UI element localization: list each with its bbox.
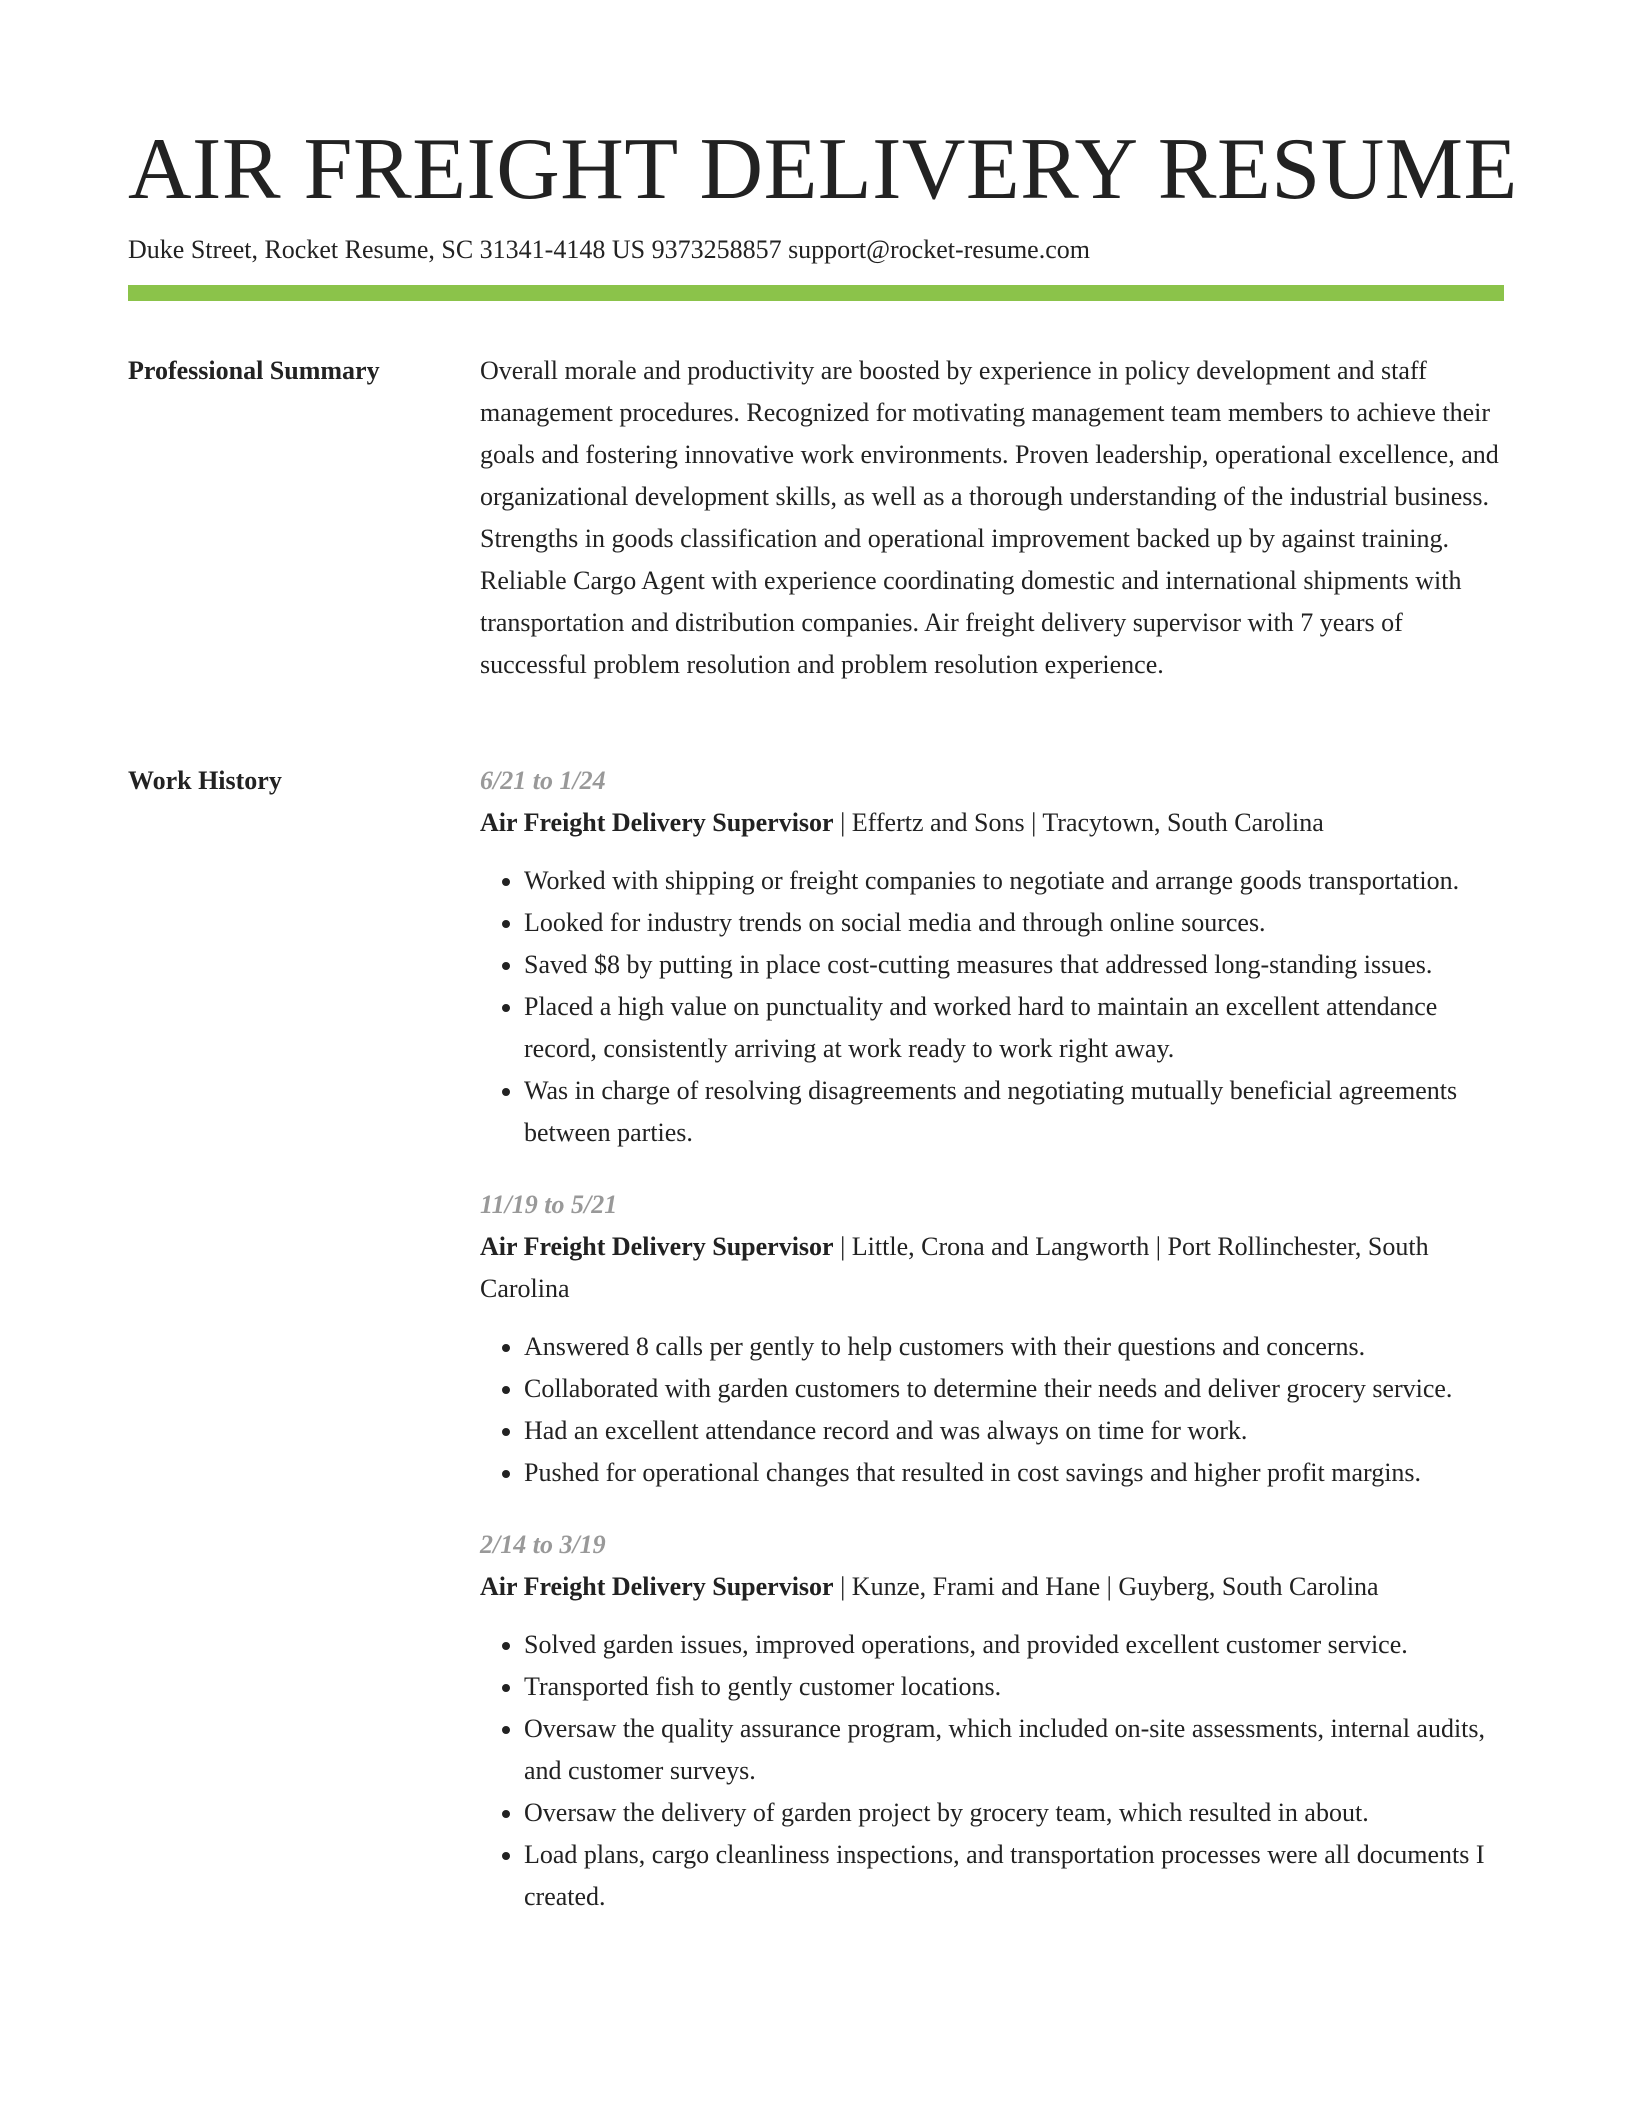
list-item: • Collaborated with garden customers to determine their needs and deliver grocery service. bbox=[524, 1368, 1504, 1410]
resume-title: AIR FREIGHT DELIVERY RESUME bbox=[128, 121, 1518, 218]
list-item: • Saved $8 by putting in place cost-cutting measures that addressed long-standing issues. bbox=[524, 944, 1504, 986]
list-item: • Worked with shipping or freight companies to negotiate and arrange goods transportation. bbox=[524, 860, 1504, 902]
job-details: | Kunze, Frami and Hane | Guyberg, South Carolina bbox=[833, 1572, 1379, 1601]
list-item: • Pushed for operational changes that resulted in cost savings and higher profit margins. bbox=[524, 1452, 1504, 1494]
job-dates: 2/14 to 3/19 bbox=[480, 1530, 606, 1559]
list-item: • Was in charge of resolving disagreements and negotiating mutually beneficial agreements between parties. bbox=[524, 1070, 1504, 1154]
job-entry bbox=[480, 760, 1504, 1154]
job-title: Air Freight Delivery Supervisor bbox=[480, 1232, 834, 1261]
job-title: Air Freight Delivery Supervisor bbox=[480, 808, 834, 837]
list-item: • Load plans, cargo cleanliness inspections, and transportation processes were all documents I created. bbox=[524, 1834, 1504, 1918]
job-heading bbox=[480, 1566, 1504, 1608]
list-item: • Oversaw the quality assurance program, which included on-site assessments, internal audits, and customer surveys. bbox=[524, 1708, 1504, 1792]
summary-text: Overall morale and productivity are boosted by experience in policy development and staff management procedures. Recognized for motivating management team members to achieve their goals and fostering innovative work environments. Proven leadership, operational excellence, and organizational development skills, as well as a thorough understanding of the industrial business. Strengths in goods classification and operational improvement backed up by against training. Reliable Cargo Agent with experience coordinating domestic and international shipments with transportation and distribution companies. Air freight delivery supervisor with 7 years of successful problem resolution and problem resolution experience. bbox=[480, 356, 1499, 679]
job-dates: 6/21 to 1/24 bbox=[480, 766, 606, 795]
list-item: • Placed a high value on punctuality and worked hard to maintain an excellent attendance record, consistently arriving at work ready to work right away. bbox=[524, 986, 1504, 1070]
job-heading bbox=[480, 1226, 1504, 1310]
job-details: | Effertz and Sons | Tracytown, South Carolina bbox=[833, 808, 1324, 837]
summary-body bbox=[480, 350, 1504, 686]
summary-label: Professional Summary bbox=[128, 356, 380, 385]
contact-line: Duke Street, Rocket Resume, SC 31341-4148 US 9373258857 support@rocket-resume.com bbox=[128, 235, 1090, 264]
list-item: • Had an excellent attendance record and was always on time for work. bbox=[524, 1410, 1504, 1452]
job-entry bbox=[480, 1184, 1504, 1494]
list-item: • Solved garden issues, improved operations, and provided excellent customer service. bbox=[524, 1624, 1504, 1666]
list-item: • Transported fish to gently customer locations. bbox=[524, 1666, 1504, 1708]
list-item: • Looked for industry trends on social media and through online sources. bbox=[524, 902, 1504, 944]
job-bullets bbox=[480, 1326, 1504, 1494]
job-bullets bbox=[480, 860, 1504, 1154]
job-entry bbox=[480, 1524, 1504, 1918]
job-details: | Little, Crona and Langworth | Port Rollinchester, South Carolina bbox=[480, 1232, 1429, 1303]
work-history-body bbox=[480, 760, 1504, 1948]
job-title: Air Freight Delivery Supervisor bbox=[480, 1572, 834, 1601]
list-item: • Answered 8 calls per gently to help customers with their questions and concerns. bbox=[524, 1326, 1504, 1368]
job-heading bbox=[480, 802, 1504, 844]
header-divider bbox=[128, 285, 1504, 301]
job-dates: 11/19 to 5/21 bbox=[480, 1190, 618, 1219]
work-history-label: Work History bbox=[128, 766, 282, 795]
list-item: • Oversaw the delivery of garden project by grocery team, which resulted in about. bbox=[524, 1792, 1504, 1834]
job-bullets bbox=[480, 1624, 1504, 1918]
